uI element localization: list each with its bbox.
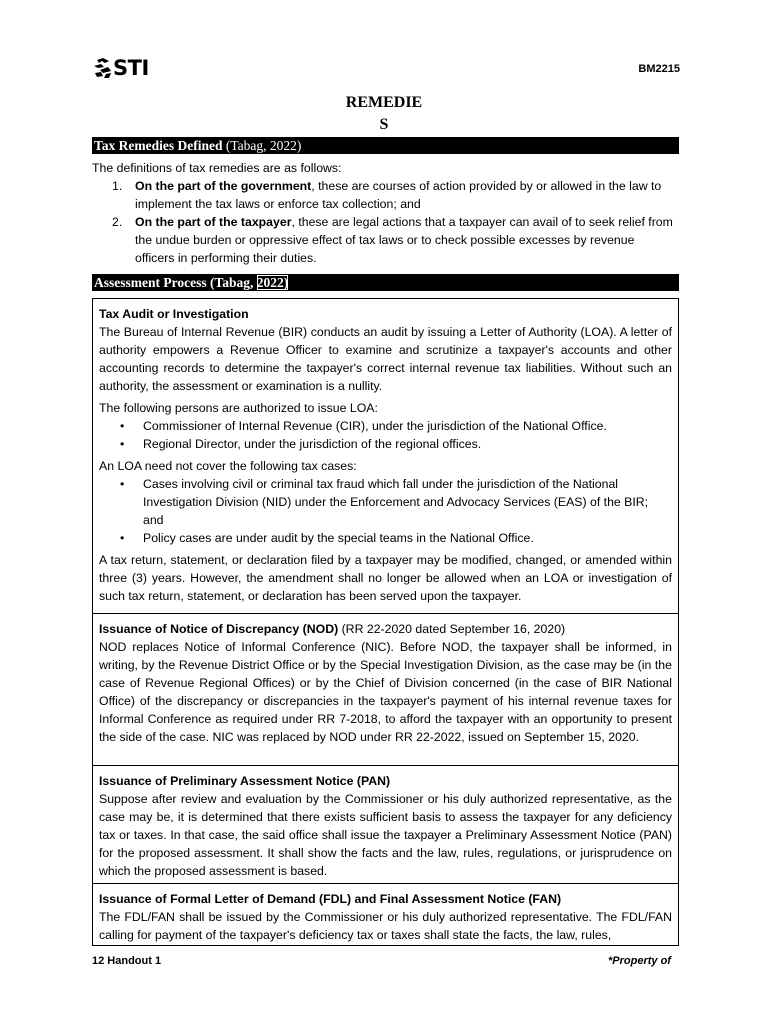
list-number: 1. — [112, 179, 123, 193]
logo-text: STI — [113, 56, 149, 80]
pan-box — [92, 766, 679, 884]
sti-logo — [94, 56, 149, 80]
section-heading-main: Assessment Process (Tabag, — [94, 275, 254, 290]
title-line-1: REMEDIE — [345, 94, 423, 111]
fan-title: Issuance of Formal Letter of Demand (FDL) and Final Assessment Notice (FAN) — [99, 892, 562, 906]
section-heading-rest: (Tabag, 2022) — [225, 138, 302, 153]
list-item: • Regional Director, under the jurisdiction of the regional offices. — [99, 435, 672, 453]
section-heading-bold: Tax Remedies Defined — [94, 138, 223, 153]
loa-exceptions-list — [99, 475, 672, 547]
section1-intro: The definitions of tax remedies are as follows: — [92, 161, 342, 175]
pan-title: Issuance of Preliminary Assessment Notice (PAN) — [99, 774, 391, 788]
list-item-lead: On the part of the taxpayer — [135, 215, 292, 229]
fan-body: The FDL/FAN shall be issued by the Commissioner or his duly authorized representative. The FDL/FAN calling for payment of the taxpayer's deficiency tax or taxes shall state the facts, the law, rules, — [99, 910, 672, 942]
title-line-2: S — [379, 116, 389, 133]
document-code: BM2215 — [638, 63, 680, 75]
footer-property-label: *Property of — [608, 955, 671, 967]
audit-paragraph-2: The following persons are authorized to issue LOA: — [99, 401, 378, 415]
section-heading-assessment-process — [92, 274, 679, 291]
section-heading-tax-remedies — [92, 137, 679, 154]
nod-title-rest: (RR 22-2020 dated September 16, 2020) — [338, 622, 566, 636]
audit-paragraph-3: An LOA need not cover the following tax cases: — [99, 459, 357, 473]
page-title — [0, 92, 768, 136]
section1-body — [92, 159, 677, 267]
list-item-text: , these are courses of action provided by or allowed in the law to implement the tax laws or enforce tax collection; and — [135, 179, 662, 211]
nod-heading — [99, 620, 672, 638]
audit-title: Tax Audit or Investigation — [99, 307, 249, 321]
section-heading-year: 2022) — [256, 275, 289, 290]
audit-box — [92, 298, 679, 614]
list-number: 2. — [112, 215, 123, 229]
pan-body: Suppose after review and evaluation by the Commissioner or his duly authorized representative, as the case may be, it is determined that there exists sufficient basis to assess the taxpayer for any deficiency tax or taxes. In that case, the said office shall issue the taxpayer a Preliminary Assessment Notice (PAN) for the proposed assessment. It shall show the facts and the law, rules, regulations, or jurisprudence on which the proposed assessment is based. — [99, 792, 672, 878]
footer-handout-label: 12 Handout 1 — [92, 955, 162, 967]
remedies-list — [92, 177, 677, 267]
audit-paragraph-4: A tax return, statement, or declaration filed by a taxpayer may be modified, changed, or amended within three (3) years. However, the amendment shall no longer be allowed when an LOA or investigation of such tax return, statement, or declaration has been served upon the taxpayer. — [99, 553, 672, 603]
list-item: • Cases involving civil or criminal tax fraud which fall under the jurisdiction of the National Investigation Division (NID) under the Enforcement and Advocacy Services (EAS) of the BIR; and — [99, 475, 672, 529]
nod-title: Issuance of Notice of Discrepancy (NOD) — [99, 622, 339, 636]
loa-issuers-list — [99, 417, 672, 453]
list-item — [92, 213, 677, 267]
sti-logo-icon — [94, 58, 112, 78]
list-item: • Policy cases are under audit by the special teams in the National Office. — [99, 529, 672, 547]
list-item-lead: On the part of the government — [135, 179, 312, 193]
list-item — [92, 177, 677, 213]
list-item-text: , these are legal actions that a taxpayer can avail of to seek relief from the undue burden or oppressive effect of tax laws or to check possible excesses by revenue officers in performing their duties. — [135, 215, 673, 265]
nod-box — [92, 614, 679, 766]
nod-body: NOD replaces Notice of Informal Conference (NIC). Before NOD, the taxpayer shall be informed, in writing, by the Revenue District Office or by the Special Investigation Division, as the case may be (in the case of Revenue Regional Offices) or by the Chief of Division concerned (in the case of BIR National Office) of the discrepancy or discrepancies in the taxpayer's payment of his internal revenue taxes for Informal Conference as required under RR 7-2018, to afford the taxpayer with an opportunity to present the side of the case. NIC was replaced by NOD under RR 22-2022, issued on September 15, 2020. — [99, 640, 672, 744]
list-item: • Commissioner of Internal Revenue (CIR), under the jurisdiction of the National Office. — [99, 417, 672, 435]
audit-paragraph-1: The Bureau of Internal Revenue (BIR) conducts an audit by issuing a Letter of Authority (LOA). A letter of authority empowers a Revenue Officer to examine and scrutinize a taxpayer's accounts and other accounting records to determine the taxpayer's correct internal revenue tax liabilities. Without such an authority, the assessment or examination is a nullity. — [99, 325, 672, 393]
fan-box — [92, 884, 679, 946]
